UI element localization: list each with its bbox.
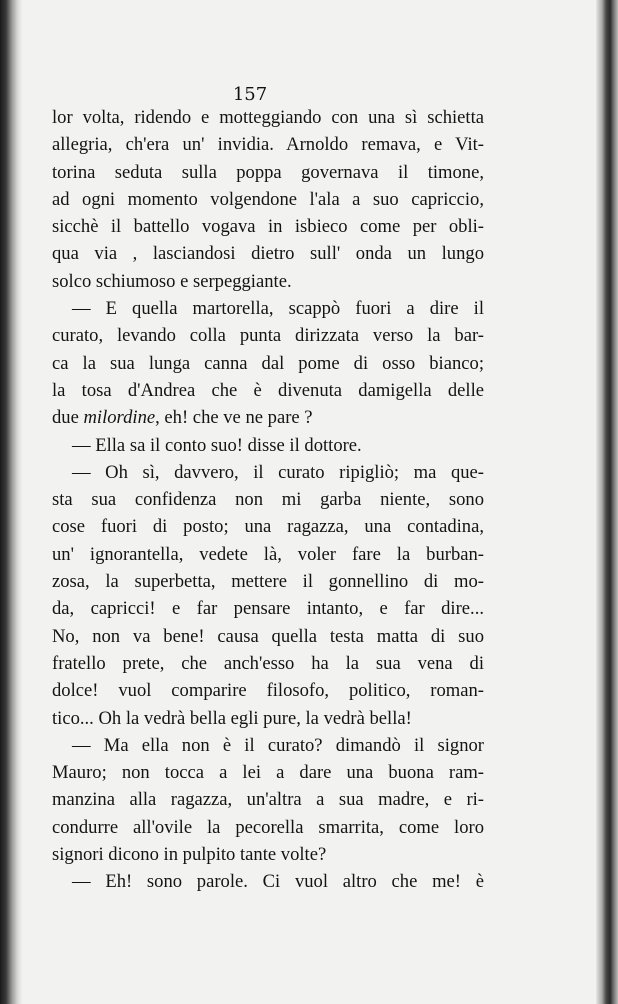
text-line-content: manzina alla ragazza, un'altra a sua madre, e ri-: [52, 789, 484, 811]
text-line: [52, 759, 484, 786]
text-line: [52, 131, 484, 158]
text-line-content: — Ella sa il conto suo! disse il dottore.: [72, 434, 362, 456]
text-line-content: signori dicono in pulpito tante volte?: [52, 844, 327, 866]
text-line-content: sta sua confidenza non mi garba niente, sono: [52, 489, 484, 511]
text-line-content: torina seduta sulla poppa governava il timone,: [52, 161, 484, 183]
text-line: [52, 732, 484, 759]
text-line: [52, 650, 484, 677]
text-line: [52, 159, 484, 186]
text-line: [52, 213, 484, 240]
text-line-content: solco schiumoso e serpeggiante.: [52, 270, 292, 292]
text-line-content: due: [52, 407, 84, 429]
text-line: [52, 541, 484, 568]
text-line-content: ca la sua lunga canna dal pome di osso bianco;: [52, 352, 484, 374]
text-line: [52, 513, 484, 540]
text-line-content: — Eh! sono parole. Ci vuol altro che me! è: [72, 871, 484, 893]
text-line: [52, 814, 484, 841]
text-line-content: lor volta, ridendo e motteggiando con una sì schietta: [52, 107, 484, 128]
italic-word: milordine: [83, 407, 156, 429]
book-spine-shadow: [0, 0, 22, 1004]
page-number: 157: [232, 84, 268, 105]
text-line-content: da, capricci! e far pensare intanto, e far dire...: [52, 598, 484, 620]
text-line-content: cose fuori di posto; una ragazza, una contadina,: [52, 516, 484, 538]
text-line: [52, 240, 484, 267]
text-line-content: ad ogni momento volgendone l'ala a suo capriccio,: [52, 188, 484, 210]
text-line-content: zosa, la superbetta, mettere il gonnellino di mo-: [52, 571, 484, 593]
text-line: [52, 459, 484, 486]
text-line: [52, 404, 484, 431]
text-line: [52, 868, 484, 895]
text-line-content: curato, levando colla punta dirizzata verso la bar-: [52, 325, 484, 347]
body-text: [52, 104, 484, 896]
text-line: [52, 350, 484, 377]
text-line-content: condurre all'ovile la pecorella smarrita, come loro: [52, 816, 484, 838]
text-line: [52, 786, 484, 813]
text-line-content: allegria, ch'era un' invidia. Arnoldo remava, e Vit-: [52, 134, 484, 156]
text-line-content: No, non va bene! causa quella testa matta di suo: [52, 625, 484, 647]
text-line: [52, 595, 484, 622]
text-line: [52, 432, 484, 459]
text-line: [52, 377, 484, 404]
text-line-content: Mauro; non tocca a lei a dare una buona ram-: [52, 762, 484, 784]
text-line-content: dolce! vuol comparire filosofo, politico, roman-: [52, 680, 484, 702]
text-line-content: — E quella martorella, scappò fuori a dire il: [72, 298, 484, 320]
text-line: [52, 841, 484, 868]
text-line: [52, 705, 484, 732]
page-edge-shadow: [596, 0, 618, 1004]
text-line: [52, 623, 484, 650]
text-line-content: — Oh sì, davvero, il curato ripigliò; ma que-: [72, 461, 484, 483]
text-line: [52, 568, 484, 595]
text-line: [52, 268, 484, 295]
text-line: [52, 104, 484, 131]
text-line: [52, 486, 484, 513]
text-line-continuation: , eh! che ve ne pare ?: [155, 407, 313, 429]
text-line: [52, 677, 484, 704]
text-line: [52, 322, 484, 349]
text-line-content: — Ma ella non è il curato? dimandò il signor: [72, 734, 484, 756]
text-line-content: un' ignorantella, vedete là, voler fare la burban-: [52, 543, 484, 565]
text-line-content: tico... Oh la vedrà bella egli pure, la vedrà bella!: [52, 707, 412, 729]
text-line-content: sicchè il battello vogava in isbieco come per obli-: [52, 216, 484, 238]
text-line: [52, 295, 484, 322]
text-line-content: qua via , lasciandosi dietro sull' onda un lungo: [52, 243, 484, 265]
text-line: [52, 186, 484, 213]
text-line-content: la tosa d'Andrea che è divenuta damigella delle: [52, 379, 484, 401]
text-line-content: fratello prete, che anch'esso ha la sua vena di: [52, 652, 484, 674]
